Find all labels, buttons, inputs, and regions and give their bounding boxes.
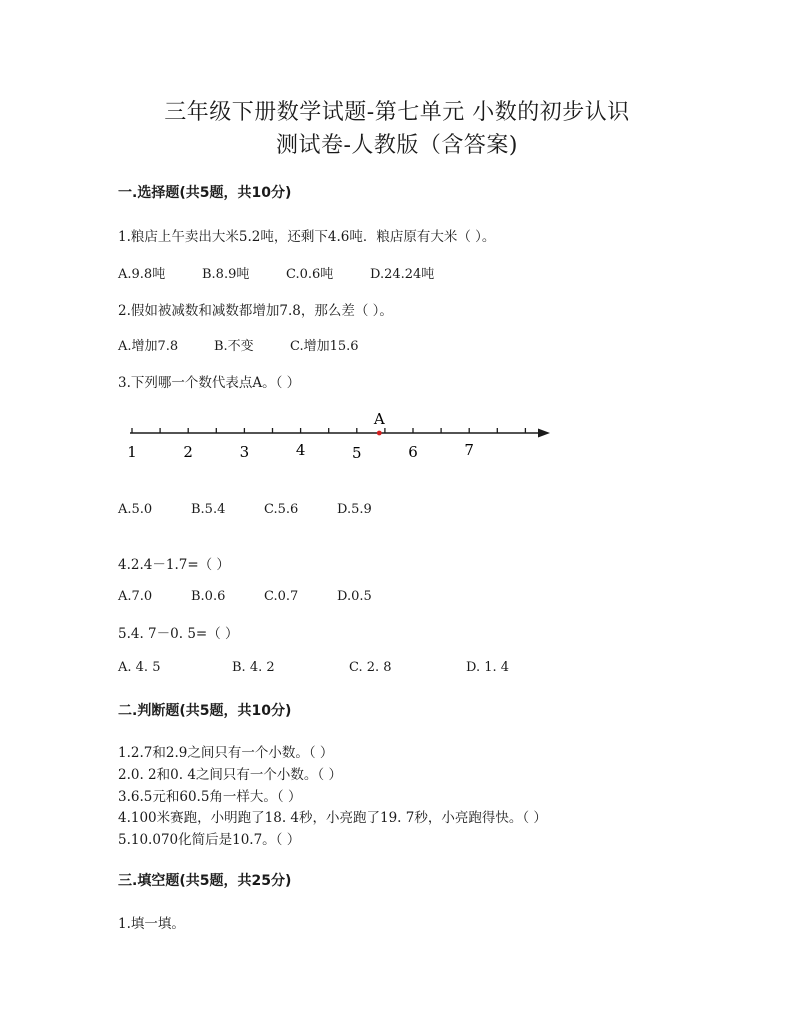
point-a-label: A <box>373 410 385 428</box>
option: D. 1. 4 <box>466 660 510 675</box>
judge-item-5: 5.10.070化简后是10.7。（ ） <box>118 832 301 848</box>
option: A. 4. 5 <box>118 660 161 675</box>
option: A.7.0 <box>118 589 153 604</box>
number-line-tick-label: 3 <box>239 443 250 461</box>
section-heading-judge: 二.判断题(共5题，共10分) <box>118 703 292 719</box>
number-line-arrow <box>538 429 550 438</box>
number-line-tick-label: 5 <box>352 444 362 462</box>
judge-item-4: 4.100米赛跑，小明跑了18. 4秒，小亮跑了19. 7秒，小亮跑得快。（ ） <box>118 810 547 826</box>
question-5: 5.4. 7－0. 5=（ ） <box>118 626 239 642</box>
number-line-tick-label: 4 <box>295 441 306 459</box>
option: A.增加7.8 <box>118 339 179 354</box>
question-4: 4.2.4－1.7=（ ） <box>118 557 230 573</box>
option: B.8.9吨 <box>202 267 250 282</box>
section-heading-fill: 三.填空题(共5题，共25分) <box>118 873 292 889</box>
section-heading-choice: 一.选择题(共5题，共10分) <box>118 185 292 201</box>
option: C.5.6 <box>264 502 299 517</box>
option: B. 4. 2 <box>232 660 275 675</box>
number-line-tick-label: 6 <box>408 443 418 461</box>
option: C.0.6吨 <box>286 267 334 282</box>
question-1: 1.粮店上午卖出大米5.2吨，还剩下4.6吨．粮店原有大米（ ）。 <box>118 229 496 245</box>
point-a-marker <box>377 431 382 436</box>
number-line <box>118 405 558 465</box>
option: D.5.9 <box>337 502 372 517</box>
option: C.0.7 <box>264 589 299 604</box>
page-title: 三年级下册数学试题-第七单元 小数的初步认识 <box>164 100 630 125</box>
question-3: 3.下列哪一个数代表点A。（ ） <box>118 375 301 391</box>
option: C. 2. 8 <box>349 660 392 675</box>
option: D.0.5 <box>337 589 372 604</box>
number-line-labels <box>127 441 474 462</box>
judge-item-2: 2.0. 2和0. 4之间只有一个小数。（ ） <box>118 767 342 783</box>
fill-question-1: 1.填一填。 <box>118 916 185 932</box>
number-line-tick-label: 2 <box>183 443 193 461</box>
option: B.0.6 <box>191 589 226 604</box>
question-2: 2.假如被减数和减数都增加7.8，那么差（ ）。 <box>118 303 393 319</box>
option: B.5.4 <box>191 502 226 517</box>
option: B.不变 <box>214 339 254 354</box>
option: A.9.8吨 <box>118 267 166 282</box>
page-subtitle: 测试卷-人教版（含答案) <box>275 133 519 158</box>
judge-item-3: 3.6.5元和60.5角一样大。（ ） <box>118 789 302 805</box>
option: A.5.0 <box>118 502 153 517</box>
option: C.增加15.6 <box>290 339 359 354</box>
judge-item-1: 1.2.7和2.9之间只有一个小数。（ ） <box>118 745 334 761</box>
option: D.24.24吨 <box>370 267 435 282</box>
number-line-tick-label: 7 <box>464 441 474 459</box>
number-line-tick-label: 1 <box>127 443 137 461</box>
